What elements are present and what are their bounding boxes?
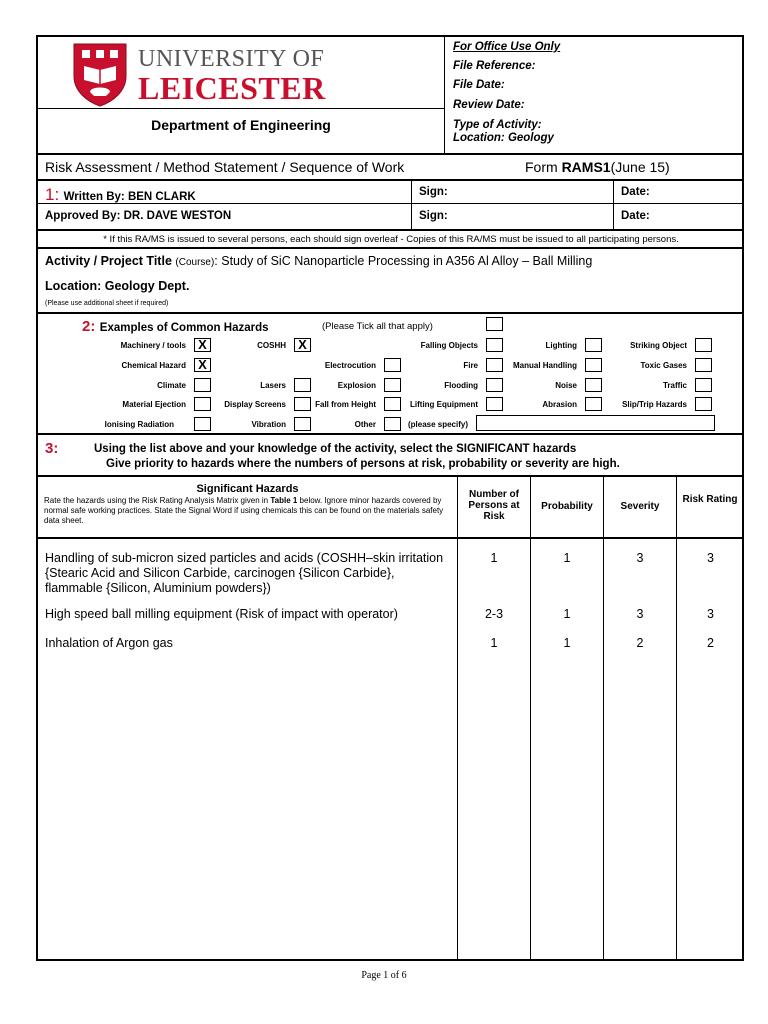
hazard-label: Vibration (251, 420, 286, 429)
section2-number: 2: (82, 318, 96, 335)
table-header-title: Significant Hazards (196, 483, 299, 495)
hazard-checkbox[interactable] (384, 397, 401, 411)
hazard-label: Display Screens (224, 400, 286, 409)
risk-rating-value: 2 (707, 636, 714, 650)
column-risk-rating: Risk Rating (682, 494, 738, 505)
tick-all-checkbox[interactable] (486, 317, 503, 331)
table-row (45, 607, 445, 622)
hazard-label: Slip/Trip Hazards (622, 400, 687, 409)
severity-value: 3 (636, 607, 644, 621)
file-date-field[interactable]: File Date: (453, 79, 505, 91)
risk-rating-value: 3 (707, 551, 714, 565)
hazard-checkbox[interactable] (294, 378, 311, 392)
hazard-label: Fall from Height (315, 400, 376, 409)
approved-by-field[interactable]: Approved By: DR. DAVE WESTON (45, 210, 232, 222)
written-by-text: Written By: BEN CLARK (63, 191, 196, 203)
hazard-checkbox[interactable] (695, 358, 712, 372)
form-code-value: RAMS1 (561, 159, 611, 175)
hazard-label: Lighting (545, 341, 577, 350)
activity-label: Activity / Project Title (45, 254, 172, 268)
hazard-label: Chemical Hazard (121, 361, 186, 370)
distribution-note: * If this RA/MS is issued to several persons, each should sign overleaf - Copies of this RA/MS must be issued to all participating persons. (103, 234, 679, 245)
hazard-label: Fire (463, 361, 478, 370)
university-name-line2: LEICESTER (138, 70, 326, 106)
hazard-checkbox[interactable] (294, 397, 311, 411)
form-prefix: Form (525, 159, 562, 175)
hazard-label: COSHH (257, 341, 286, 350)
risk-assessment-form (36, 35, 744, 961)
hazard-checkbox[interactable] (194, 397, 211, 411)
hazard-checkbox[interactable] (585, 378, 602, 392)
column-persons-at-risk: Number of Persons at Risk (468, 489, 520, 522)
section3-number: 3: (45, 440, 59, 457)
severity-value: 3 (636, 551, 644, 565)
hazard-description: High speed ball milling equipment (Risk of impact with operator) (45, 607, 398, 621)
section3-line1: Using the list above and your knowledge of the activity, select the SIGNIFICANT hazards (94, 443, 577, 455)
hazard-label: Climate (157, 381, 186, 390)
hazard-checkbox[interactable] (384, 358, 401, 372)
hazard-label: Flooding (444, 381, 478, 390)
probability-value: 1 (563, 551, 571, 565)
hazard-label: Noise (555, 381, 577, 390)
hazard-label: Striking Object (630, 341, 687, 350)
section1-number: 1: (45, 185, 60, 204)
form-date: (June 15) (610, 159, 670, 175)
written-sign-field[interactable]: Sign: (419, 186, 448, 198)
specify-other-field[interactable] (476, 415, 715, 431)
hazard-checkbox[interactable] (194, 417, 211, 431)
additional-sheet-note: (Please use additional sheet if required) (45, 300, 169, 307)
hazard-label: Machinery / tools (120, 341, 186, 350)
tick-instruction: (Please Tick all that apply) (322, 321, 433, 332)
form-code (525, 159, 670, 175)
hazard-label: Abrasion (542, 400, 577, 409)
risk-rating-value: 3 (707, 607, 714, 621)
hazard-checkbox[interactable]: X (194, 358, 211, 372)
hazard-label: Material Ejection (122, 400, 186, 409)
page-number: Page 1 of 6 (361, 970, 407, 981)
hazard-description: Handling of sub-micron sized particles and acids (COSHH–skin irritation {Stearic Acid and Silicon Carbide, carcinogen {Silicon Carbide}, flammable {Silicon, Aluminium powders}) (45, 551, 444, 595)
hazard-label: Falling Objects (420, 341, 478, 350)
course-label: (Course) (175, 257, 215, 268)
file-reference-field[interactable]: File Reference: (453, 60, 536, 72)
table-row (45, 636, 445, 651)
section2-heading (82, 318, 269, 336)
office-location-field[interactable]: Location: Geology (453, 132, 554, 144)
persons-value: 1 (490, 636, 498, 650)
approved-date-field[interactable]: Date: (621, 210, 650, 222)
hazard-label: Explosion (337, 381, 376, 390)
hazard-label: Ionising Radiation (104, 420, 174, 429)
section3-line2: Give priority to hazards where the numbers of persons at risk, probability or severity are high. (106, 458, 620, 470)
column-severity: Severity (620, 501, 660, 512)
hazard-checkbox[interactable] (486, 338, 503, 352)
table-header-description: Rate the hazards using the Risk Rating Analysis Matrix given in Table 1 below. Ignore minor hazards covered by normal safe working practices. State the Signal Word if using chemicals this can be found on the materials safety data sheet. (44, 496, 444, 525)
hazard-checkbox[interactable] (695, 397, 712, 411)
severity-value: 2 (636, 636, 644, 650)
hazard-checkbox[interactable] (194, 378, 211, 392)
hazard-checkbox[interactable] (585, 338, 602, 352)
written-by-field[interactable] (45, 185, 196, 205)
written-date-field[interactable]: Date: (621, 186, 650, 198)
hazard-description: Inhalation of Argon gas (45, 636, 173, 650)
form-title: Risk Assessment / Method Statement / Sequence of Work (45, 159, 405, 175)
hazard-label: (please specify) (407, 420, 468, 429)
hazard-label: Lifting Equipment (410, 400, 478, 409)
university-name-line1: UNIVERSITY OF (138, 46, 325, 72)
hazard-checkbox[interactable] (486, 397, 503, 411)
department-name: Department of Engineering (151, 117, 331, 133)
activity-location[interactable]: Location: Geology Dept. (45, 279, 190, 293)
hazard-checkbox[interactable] (384, 378, 401, 392)
section2-title: Examples of Common Hazards (99, 322, 269, 334)
hazard-checkbox[interactable] (486, 358, 503, 372)
probability-value: 1 (563, 636, 571, 650)
hazard-checkbox[interactable]: X (194, 338, 211, 352)
review-date-field[interactable]: Review Date: (453, 99, 525, 111)
column-probability: Probability (541, 501, 593, 512)
hazard-label: Toxic Gases (640, 361, 687, 370)
hazard-label: Manual Handling (513, 361, 577, 370)
persons-value: 2-3 (484, 607, 504, 621)
hazard-label: Traffic (662, 381, 687, 390)
approved-sign-field[interactable]: Sign: (419, 210, 448, 222)
activity-title-row[interactable] (45, 254, 592, 268)
table-row (45, 551, 445, 596)
hazard-checkbox[interactable] (695, 338, 712, 352)
hazard-checkbox[interactable]: X (294, 338, 311, 352)
hazard-checkbox[interactable] (294, 417, 311, 431)
hazard-label: Other (354, 420, 376, 429)
office-use-title: For Office Use Only (453, 41, 561, 53)
probability-value: 1 (563, 607, 571, 621)
persons-value: 1 (490, 551, 498, 565)
hazard-checkbox[interactable] (585, 358, 602, 372)
hazard-checkbox[interactable] (384, 417, 401, 431)
university-logo (72, 40, 332, 108)
hazard-label: Electrocution (324, 361, 376, 370)
activity-title: : Study of SiC Nanoparticle Processing in A356 Al Alloy – Ball Milling (214, 254, 593, 268)
type-of-activity-field[interactable]: Type of Activity: (453, 119, 542, 131)
hazard-checkbox[interactable] (486, 378, 503, 392)
hazard-checkbox[interactable] (585, 397, 602, 411)
hazard-checkbox[interactable] (695, 378, 712, 392)
crest-icon (72, 40, 128, 108)
hazard-label: Lasers (260, 381, 286, 390)
office-use-panel (453, 41, 733, 144)
